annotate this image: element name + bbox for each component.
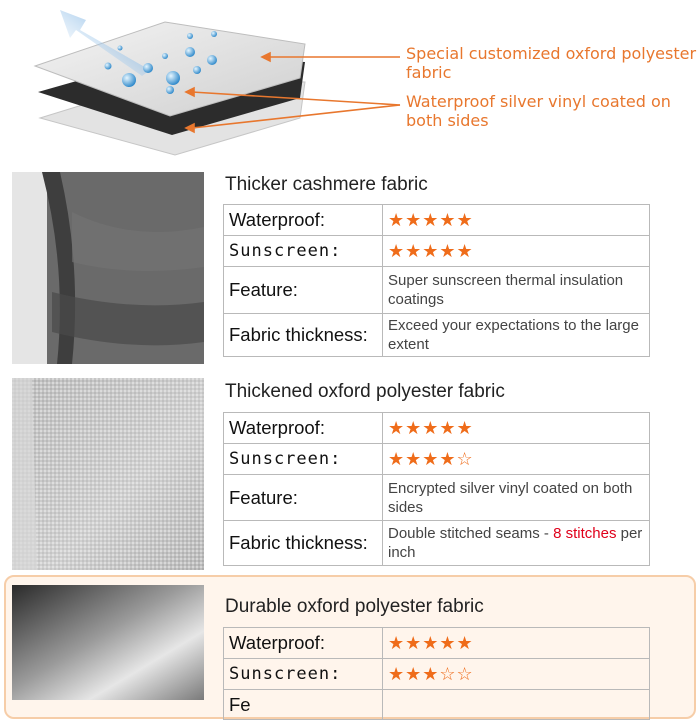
table-row [224,521,650,566]
table-row [224,413,650,444]
table-row [224,314,650,357]
thickness-label: Fabric thickness: [224,314,383,357]
fabric-layers-illustration [0,0,700,165]
table-row [224,267,650,314]
sunscreen-rating: ★★★★☆ [383,444,650,475]
waterproof-rating: ★★★★★ [383,413,650,444]
sunscreen-label: Sunscreen: [224,444,383,475]
waterproof-rating: ★★★★★ [383,628,650,659]
oxford-fabric-image [12,378,204,570]
sunscreen-rating: ★★★☆☆ [383,659,650,690]
feature-label: Feature: [224,475,383,521]
stitch-count-highlight: 8 stitches [553,525,617,542]
table-row [224,236,650,267]
sunscreen-label: Sunscreen: [224,236,383,267]
thickness-text-pre: Double stitched seams - [388,525,554,542]
table-row [224,628,650,659]
waterproof-label: Waterproof: [224,413,383,444]
thickness-value: Exceed your expectations to the large extent [383,314,650,357]
feature-label: Feature: [224,267,383,314]
callout-oxford-fabric: Special customized oxford polyester fabric [406,44,697,82]
table-row [224,205,650,236]
spec-table [223,627,650,720]
feature-value [383,690,650,720]
feature-value: Encrypted silver vinyl coated on both sides [383,475,650,521]
durable-fabric-image [12,585,204,700]
section-title: Thickened oxford polyester fabric [225,381,505,402]
cashmere-fabric-image [12,172,204,364]
waterproof-rating: ★★★★★ [383,205,650,236]
spec-table [223,204,650,357]
feature-label-partial: Fe [224,690,383,720]
table-row [224,690,650,720]
sunscreen-rating: ★★★★★ [383,236,650,267]
section-title: Thicker cashmere fabric [225,174,428,195]
table-row [224,659,650,690]
thickness-value [383,521,650,566]
spec-table [223,412,650,566]
feature-value: Super sunscreen thermal insulation coatings [383,267,650,314]
section-title: Durable oxford polyester fabric [225,596,484,617]
table-row [224,444,650,475]
table-row [224,475,650,521]
waterproof-label: Waterproof: [224,628,383,659]
callout-vinyl-coating: Waterproof silver vinyl coated on both sides [406,92,671,130]
fabric-layer-diagram [0,0,700,165]
thickness-text-post: per inch [388,525,643,561]
sunscreen-label: Sunscreen: [224,659,383,690]
thickness-label: Fabric thickness: [224,521,383,566]
waterproof-label: Waterproof: [224,205,383,236]
